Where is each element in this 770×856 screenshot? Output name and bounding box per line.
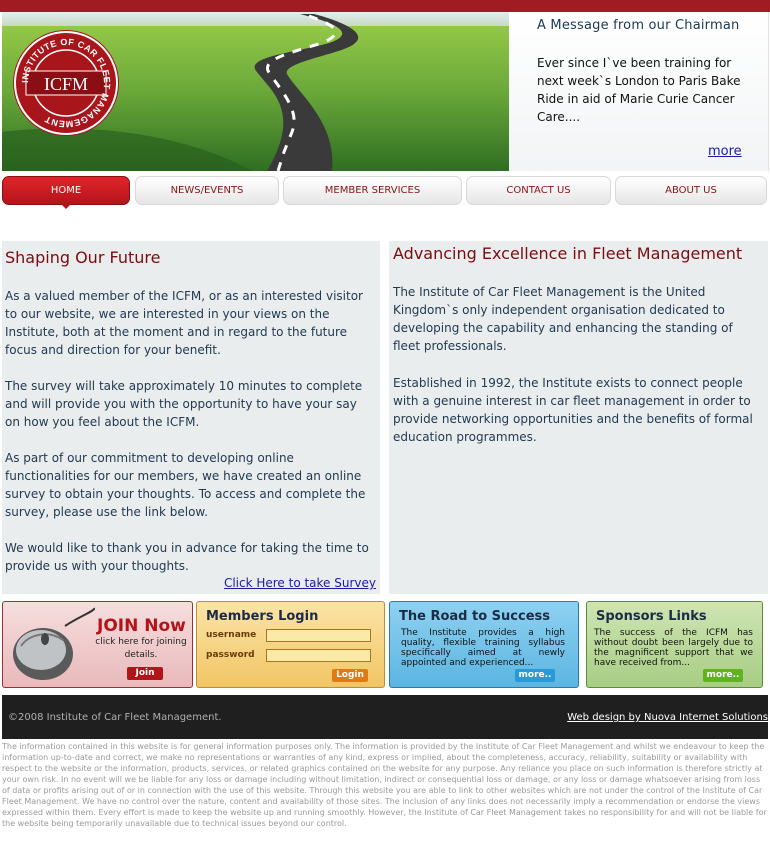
copyright-text: ©2008 Institute of Car Fleet Management. bbox=[8, 712, 222, 723]
nav-contact-us[interactable]: CONTACT US bbox=[466, 176, 611, 205]
survey-link[interactable]: Click Here to take Survey bbox=[223, 576, 376, 590]
chairman-more-link[interactable]: more bbox=[708, 144, 742, 159]
road-title: The Road to Success bbox=[399, 609, 551, 624]
paragraph: As a valued member of the ICFM, or as an interested visitor to our website, we are interested in your views on the Institute, both at the moment and in regard to the future focus and direction for your benefit. bbox=[5, 289, 363, 357]
password-label: password bbox=[206, 650, 255, 660]
chairman-title: A Message from our Chairman bbox=[537, 18, 740, 33]
join-subtitle: click here for joining details. bbox=[95, 637, 187, 660]
nav-member-services[interactable]: MEMBER SERVICES bbox=[283, 176, 462, 205]
road-to-success-box bbox=[389, 601, 579, 688]
join-now-box[interactable] bbox=[2, 601, 193, 688]
hero-banner bbox=[2, 12, 509, 171]
chairman-text: Ever since I`ve been training for next week`s London to Paris Bake Ride in aid of Marie Curie Cancer Care.... bbox=[537, 56, 741, 124]
road-more-button[interactable]: more.. bbox=[515, 669, 555, 682]
shaping-future-panel bbox=[2, 241, 380, 594]
sponsors-links-box bbox=[586, 601, 763, 688]
nav-about-us[interactable]: ABOUT US bbox=[615, 176, 767, 205]
paragraph: As part of our commitment to developing online functionalities for our members, we have created an online survey to obtain your thoughts. To access and complete the survey, please use the link below. bbox=[5, 451, 366, 519]
paragraph: The Institute of Car Fleet Management is the United Kingdom`s only independent organisation dedicated to developing the capability and enhancing the standing of fleet professionals. bbox=[393, 285, 733, 353]
members-login-box bbox=[196, 601, 385, 688]
paragraph: Established in 1992, the Institute exists to connect people with a genuine interest in car fleet management in order to provide networking opportunities and the benefits of formal education programmes. bbox=[393, 376, 753, 444]
login-title: Members Login bbox=[206, 609, 319, 624]
logo-text: ICFM bbox=[43, 74, 89, 94]
nav-news-events[interactable]: NEWS/EVENTS bbox=[135, 176, 279, 205]
chairman-message bbox=[509, 12, 769, 171]
shaping-future-title: Shaping Our Future bbox=[5, 248, 161, 267]
nav-home[interactable]: HOME bbox=[2, 176, 130, 205]
username-label: username bbox=[206, 630, 257, 640]
sponsors-title: Sponsors Links bbox=[596, 609, 707, 624]
password-input[interactable] bbox=[266, 649, 371, 662]
footer bbox=[2, 695, 768, 739]
advancing-excellence-panel bbox=[389, 241, 768, 594]
join-title: JOIN Now bbox=[97, 616, 186, 636]
username-input[interactable] bbox=[266, 629, 371, 642]
sponsors-more-button[interactable]: more.. bbox=[703, 669, 743, 682]
advancing-excellence-title: Advancing Excellence in Fleet Management bbox=[393, 244, 743, 263]
paragraph: We would like to thank you in advance for taking the time to provide us with your thoughts. bbox=[5, 541, 369, 573]
disclaimer-text: The information contained in this website is for general information purposes only. The information is provided by the Institute of Car Fleet Management and whilst we endeavour to keep the information up-to-date and correct, we make no representations or warranties of any kind, express or implied, about the completeness, accuracy, reliability, suitability or availability with respect to the website or the information, products, services, or related graphics contained on the website for any purpose. Any reliance you place on such information is therefore strictly at your own risk. In no event will we be liable for any loss or damage including without limitation, indirect or consequential loss or damage, or any loss or damage whatsoever arising from loss of data or profits arising out of or in connection with the use of this website. Through this website you are able to link to other websites which are not under the control of the Institute of Car Fleet Management. We have no control over the nature, content and availability of those sites. The inclusion of any links does not necessarily imply a recommendation or endorse the views expressed within them. Every effort is made to keep the website up and running smoothly. However, the Institute of Car Fleet Management takes no responsibility for and will not be liable for the website being temporarily unavailable due to technical issues beyond our control. bbox=[2, 742, 767, 828]
icfm-logo[interactable] bbox=[12, 29, 120, 137]
web-design-credit-link[interactable]: Web design by Nuova Internet Solutions bbox=[567, 712, 768, 723]
join-button[interactable]: Join bbox=[127, 667, 163, 680]
paragraph: The survey will take approximately 10 minutes to complete and will provide you with the opportunity to have your say on how you feel about the ICFM. bbox=[5, 379, 363, 429]
logo-ring-text: INSTITUTE OF CAR FLEET MANAGEMENT bbox=[19, 36, 113, 130]
road-text: The Institute provides a high quality, flexible training syllabus specifically aimed at newly appointed and experienced... bbox=[401, 628, 565, 668]
sponsors-text: The success of the ICFM has without doubt been largely due to the magnificent support that we have received from... bbox=[594, 628, 753, 668]
mouse-icon bbox=[5, 606, 95, 686]
top-bar bbox=[0, 0, 770, 12]
login-button[interactable]: Login bbox=[332, 669, 368, 682]
